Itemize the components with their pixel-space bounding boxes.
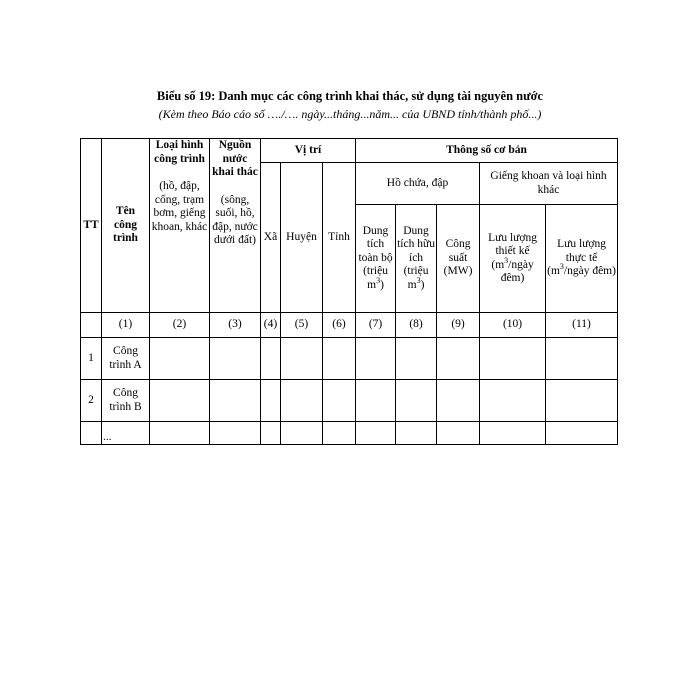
header-huyen: Huyện <box>281 163 323 313</box>
header-gieng-khoan: Giếng khoan và loại hình khác <box>480 163 618 205</box>
column-number: (5) <box>281 313 323 338</box>
column-number: (9) <box>437 313 480 338</box>
row-tt: 1 <box>81 338 102 380</box>
table-cell[interactable] <box>323 422 356 445</box>
header-vi-tri: Vị trí <box>261 139 356 163</box>
header-nguon-nuoc <box>210 139 261 313</box>
column-number: (4) <box>261 313 281 338</box>
header-dung-tich-toan-bo: Dung tích toàn bộ (triệu $m^3$) <box>356 205 396 313</box>
column-number: (11) <box>546 313 618 338</box>
column-number-empty <box>81 313 102 338</box>
header-ho-chua-dap: Hồ chứa, đập <box>356 163 480 205</box>
table-cell[interactable] <box>210 380 261 422</box>
table-cell[interactable] <box>356 380 396 422</box>
table-cell[interactable] <box>323 380 356 422</box>
column-number: (10) <box>480 313 546 338</box>
header-luu-luong-thuc-te: Lưu lượng thực tế ($m^3$/ngày đêm) <box>546 205 618 313</box>
table-cell[interactable] <box>281 422 323 445</box>
works-table <box>80 138 618 445</box>
header-nguon-nuoc-title: Nguồn nước khai thác <box>212 139 258 178</box>
row-tt <box>81 422 102 445</box>
table-cell[interactable] <box>546 338 618 380</box>
table-cell[interactable] <box>150 338 210 380</box>
table-cell[interactable] <box>210 422 261 445</box>
table-cell[interactable] <box>480 338 546 380</box>
table-row <box>81 338 618 380</box>
header-thong-so: Thông số cơ bản <box>356 139 618 163</box>
table-cell[interactable] <box>480 422 546 445</box>
table-cell[interactable] <box>546 380 618 422</box>
table-cell[interactable] <box>261 380 281 422</box>
column-number: (2) <box>150 313 210 338</box>
table-cell[interactable] <box>281 380 323 422</box>
table-cell[interactable] <box>396 380 437 422</box>
table-cell[interactable] <box>356 338 396 380</box>
table-cell[interactable] <box>396 338 437 380</box>
table-cell[interactable] <box>437 380 480 422</box>
column-number: (1) <box>102 313 150 338</box>
header-luu-luong-thiet-ke: Lưu lượng thiết kế ($m^3$/ngày đêm) <box>480 205 546 313</box>
table-cell[interactable] <box>150 422 210 445</box>
table-row <box>81 380 618 422</box>
row-name: Công trình B <box>102 380 150 422</box>
header-loai-hinh-note: (hồ, đập, cống, trạm bơm, giếng khoan, khác <box>151 180 208 233</box>
table-cell[interactable] <box>480 380 546 422</box>
column-number-row <box>81 313 618 338</box>
row-name: ... <box>102 422 150 445</box>
table-row <box>81 422 618 445</box>
column-number: (8) <box>396 313 437 338</box>
header-dung-tich-huu-ich: Dung tích hữu ích (triệu $m^3$) <box>396 205 437 313</box>
table-cell[interactable] <box>323 338 356 380</box>
header-xa: Xã <box>261 163 281 313</box>
column-number: (7) <box>356 313 396 338</box>
table-cell[interactable] <box>261 338 281 380</box>
table-cell[interactable] <box>396 422 437 445</box>
table-cell[interactable] <box>437 338 480 380</box>
header-loai-hinh-title: Loại hình công trình <box>154 139 205 165</box>
table-cell[interactable] <box>261 422 281 445</box>
column-number: (3) <box>210 313 261 338</box>
row-name: Công trình A <box>102 338 150 380</box>
header-tt: TT <box>81 139 102 313</box>
header-ten-cong-trinh: Tên công trình <box>102 139 150 313</box>
row-tt: 2 <box>81 380 102 422</box>
table-cell[interactable] <box>437 422 480 445</box>
header-loai-hinh <box>150 139 210 313</box>
form-subtitle: (Kèm theo Báo cáo số …./…. ngày...tháng...năm... của UBND tỉnh/thành phố...) <box>158 107 542 121</box>
form-title: Biểu số 19: Danh mục các công trình khai thác, sử dụng tài nguyên nước <box>156 89 544 103</box>
table-cell[interactable] <box>150 380 210 422</box>
header-row-1 <box>81 139 618 163</box>
header-cong-suat: Công suất (MW) <box>437 205 480 313</box>
header-nguon-nuoc-note: (sông, suối, hồ, đập, nước dưới đất) <box>212 193 258 246</box>
header-tinh: Tỉnh <box>323 163 356 313</box>
table-cell[interactable] <box>281 338 323 380</box>
table-cell[interactable] <box>210 338 261 380</box>
table-cell[interactable] <box>546 422 618 445</box>
column-number: (6) <box>323 313 356 338</box>
table-cell[interactable] <box>356 422 396 445</box>
